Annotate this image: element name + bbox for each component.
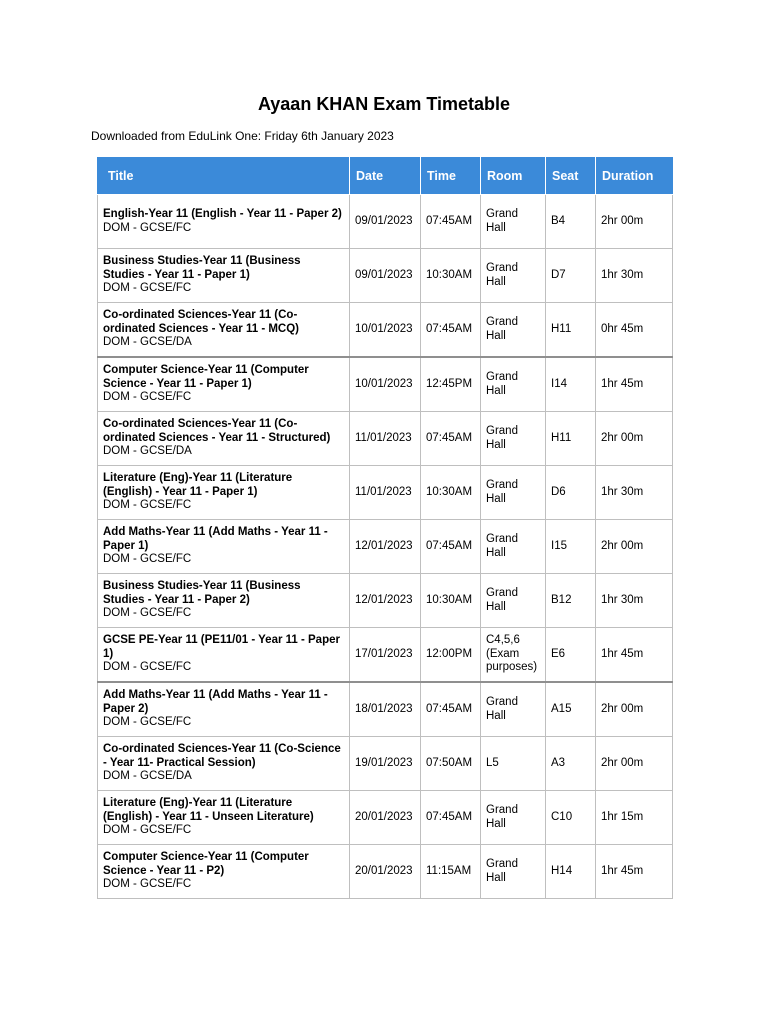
exam-group: DOM - GCSE/FC [103,221,192,234]
exam-time: 10:30AM [421,574,481,628]
exam-group: DOM - GCSE/FC [103,282,192,295]
exam-time: 07:50AM [421,737,481,791]
exam-time: 10:30AM [421,249,481,303]
exam-timetable-table [97,157,673,899]
table-row [98,737,673,791]
exam-duration: 1hr 15m [596,791,673,845]
exam-seat: A3 [546,737,596,791]
exam-time: 10:30AM [421,466,481,520]
table-row [98,682,673,737]
exam-title: Literature (Eng)-Year 11 (Literature (English) - Year 11 - Unseen Literature) [103,797,314,823]
column-header-time: Time [421,158,481,195]
exam-room: Grand Hall [481,249,546,303]
exam-seat: D7 [546,249,596,303]
exam-date: 11/01/2023 [350,466,421,520]
exam-group: DOM - GCSE/DA [103,770,192,783]
exam-room: Grand Hall [481,466,546,520]
exam-date: 19/01/2023 [350,737,421,791]
exam-duration: 2hr 00m [596,520,673,574]
table-row [98,249,673,303]
exam-title: GCSE PE-Year 11 (PE11/01 - Year 11 - Paper 1) [103,634,340,660]
table-row [98,791,673,845]
exam-duration: 1hr 30m [596,466,673,520]
exam-date: 09/01/2023 [350,249,421,303]
exam-time: 07:45AM [421,791,481,845]
exam-title: Computer Science-Year 11 (Computer Science - Year 11 - Paper 1) [103,364,309,390]
exam-group: DOM - GCSE/FC [103,824,192,837]
exam-title-cell [98,845,350,899]
exam-title: Add Maths-Year 11 (Add Maths - Year 11 - Paper 2) [103,689,328,715]
table-row [98,466,673,520]
exam-group: DOM - GCSE/DA [103,336,192,349]
exam-time: 07:45AM [421,520,481,574]
exam-seat: B4 [546,195,596,249]
exam-title-cell [98,195,350,249]
exam-duration: 1hr 45m [596,845,673,899]
exam-room: Grand Hall [481,303,546,358]
exam-group: DOM - GCSE/FC [103,661,192,674]
exam-seat: C10 [546,791,596,845]
download-info: Downloaded from EduLink One: Friday 6th January 2023 [91,129,394,143]
exam-date: 12/01/2023 [350,574,421,628]
exam-title-cell [98,466,350,520]
exam-seat: I14 [546,357,596,412]
exam-time: 11:15AM [421,845,481,899]
table-body [98,195,673,899]
exam-date: 20/01/2023 [350,845,421,899]
exam-duration: 2hr 00m [596,682,673,737]
exam-seat: A15 [546,682,596,737]
exam-group: DOM - GCSE/FC [103,607,192,620]
column-header-title: Title [98,158,350,195]
exam-date: 12/01/2023 [350,520,421,574]
column-header-seat: Seat [546,158,596,195]
exam-title-cell [98,791,350,845]
exam-time: 07:45AM [421,195,481,249]
exam-date: 10/01/2023 [350,303,421,358]
exam-title-cell [98,303,350,358]
exam-date: 11/01/2023 [350,412,421,466]
exam-group: DOM - GCSE/FC [103,391,192,404]
exam-room: Grand Hall [481,682,546,737]
exam-date: 20/01/2023 [350,791,421,845]
exam-seat: D6 [546,466,596,520]
table-row [98,520,673,574]
exam-group: DOM - GCSE/FC [103,499,192,512]
exam-title-cell [98,249,350,303]
exam-seat: B12 [546,574,596,628]
exam-title: Literature (Eng)-Year 11 (Literature (English) - Year 11 - Paper 1) [103,472,293,498]
exam-title: Co-ordinated Sciences-Year 11 (Co-ordinated Sciences - Year 11 - Structured) [103,418,331,444]
exam-duration: 1hr 30m [596,249,673,303]
table-row [98,412,673,466]
exam-duration: 2hr 00m [596,737,673,791]
exam-seat: E6 [546,628,596,683]
exam-title: English-Year 11 (English - Year 11 - Paper 2) [103,208,342,220]
column-header-duration: Duration [596,158,673,195]
exam-duration: 0hr 45m [596,303,673,358]
exam-room: L5 [481,737,546,791]
table-row [98,574,673,628]
exam-room: C4,5,6 (Exam purposes) [481,628,546,683]
table-row [98,303,673,358]
exam-time: 07:45AM [421,303,481,358]
exam-seat: H11 [546,303,596,358]
exam-seat: H11 [546,412,596,466]
table-row [98,357,673,412]
exam-group: DOM - GCSE/FC [103,878,192,891]
exam-room: Grand Hall [481,845,546,899]
exam-duration: 2hr 00m [596,195,673,249]
exam-group: DOM - GCSE/FC [103,716,192,729]
exam-room: Grand Hall [481,574,546,628]
exam-duration: 1hr 30m [596,574,673,628]
document-title: Ayaan KHAN Exam Timetable [257,94,511,114]
exam-date: 09/01/2023 [350,195,421,249]
exam-title: Add Maths-Year 11 (Add Maths - Year 11 - Paper 1) [103,526,328,552]
table-row [98,628,673,683]
exam-room: Grand Hall [481,791,546,845]
exam-title: Co-ordinated Sciences-Year 11 (Co-Science - Year 11- Practical Session) [103,743,341,769]
exam-title-cell [98,574,350,628]
column-header-room: Room [481,158,546,195]
exam-group: DOM - GCSE/FC [103,553,192,566]
exam-time: 07:45AM [421,682,481,737]
exam-duration: 1hr 45m [596,628,673,683]
exam-title-cell [98,737,350,791]
exam-time: 07:45AM [421,412,481,466]
exam-title: Business Studies-Year 11 (Business Studies - Year 11 - Paper 1) [103,255,301,281]
exam-seat: I15 [546,520,596,574]
exam-title-cell [98,412,350,466]
table-row [98,195,673,249]
column-header-date: Date [350,158,421,195]
exam-duration: 2hr 00m [596,412,673,466]
exam-title-cell [98,357,350,412]
table-header-row [98,158,673,195]
exam-time: 12:45PM [421,357,481,412]
exam-title-cell [98,682,350,737]
exam-title-cell [98,520,350,574]
exam-room: Grand Hall [481,520,546,574]
exam-title: Co-ordinated Sciences-Year 11 (Co-ordinated Sciences - Year 11 - MCQ) [103,309,299,335]
table-row [98,845,673,899]
exam-duration: 1hr 45m [596,357,673,412]
exam-title-cell [98,628,350,683]
exam-title: Business Studies-Year 11 (Business Studies - Year 11 - Paper 2) [103,580,301,606]
exam-date: 18/01/2023 [350,682,421,737]
exam-room: Grand Hall [481,195,546,249]
exam-room: Grand Hall [481,357,546,412]
exam-seat: H14 [546,845,596,899]
exam-group: DOM - GCSE/DA [103,445,192,458]
exam-title: Computer Science-Year 11 (Computer Science - Year 11 - P2) [103,851,309,877]
exam-date: 17/01/2023 [350,628,421,683]
exam-date: 10/01/2023 [350,357,421,412]
exam-time: 12:00PM [421,628,481,683]
exam-room: Grand Hall [481,412,546,466]
